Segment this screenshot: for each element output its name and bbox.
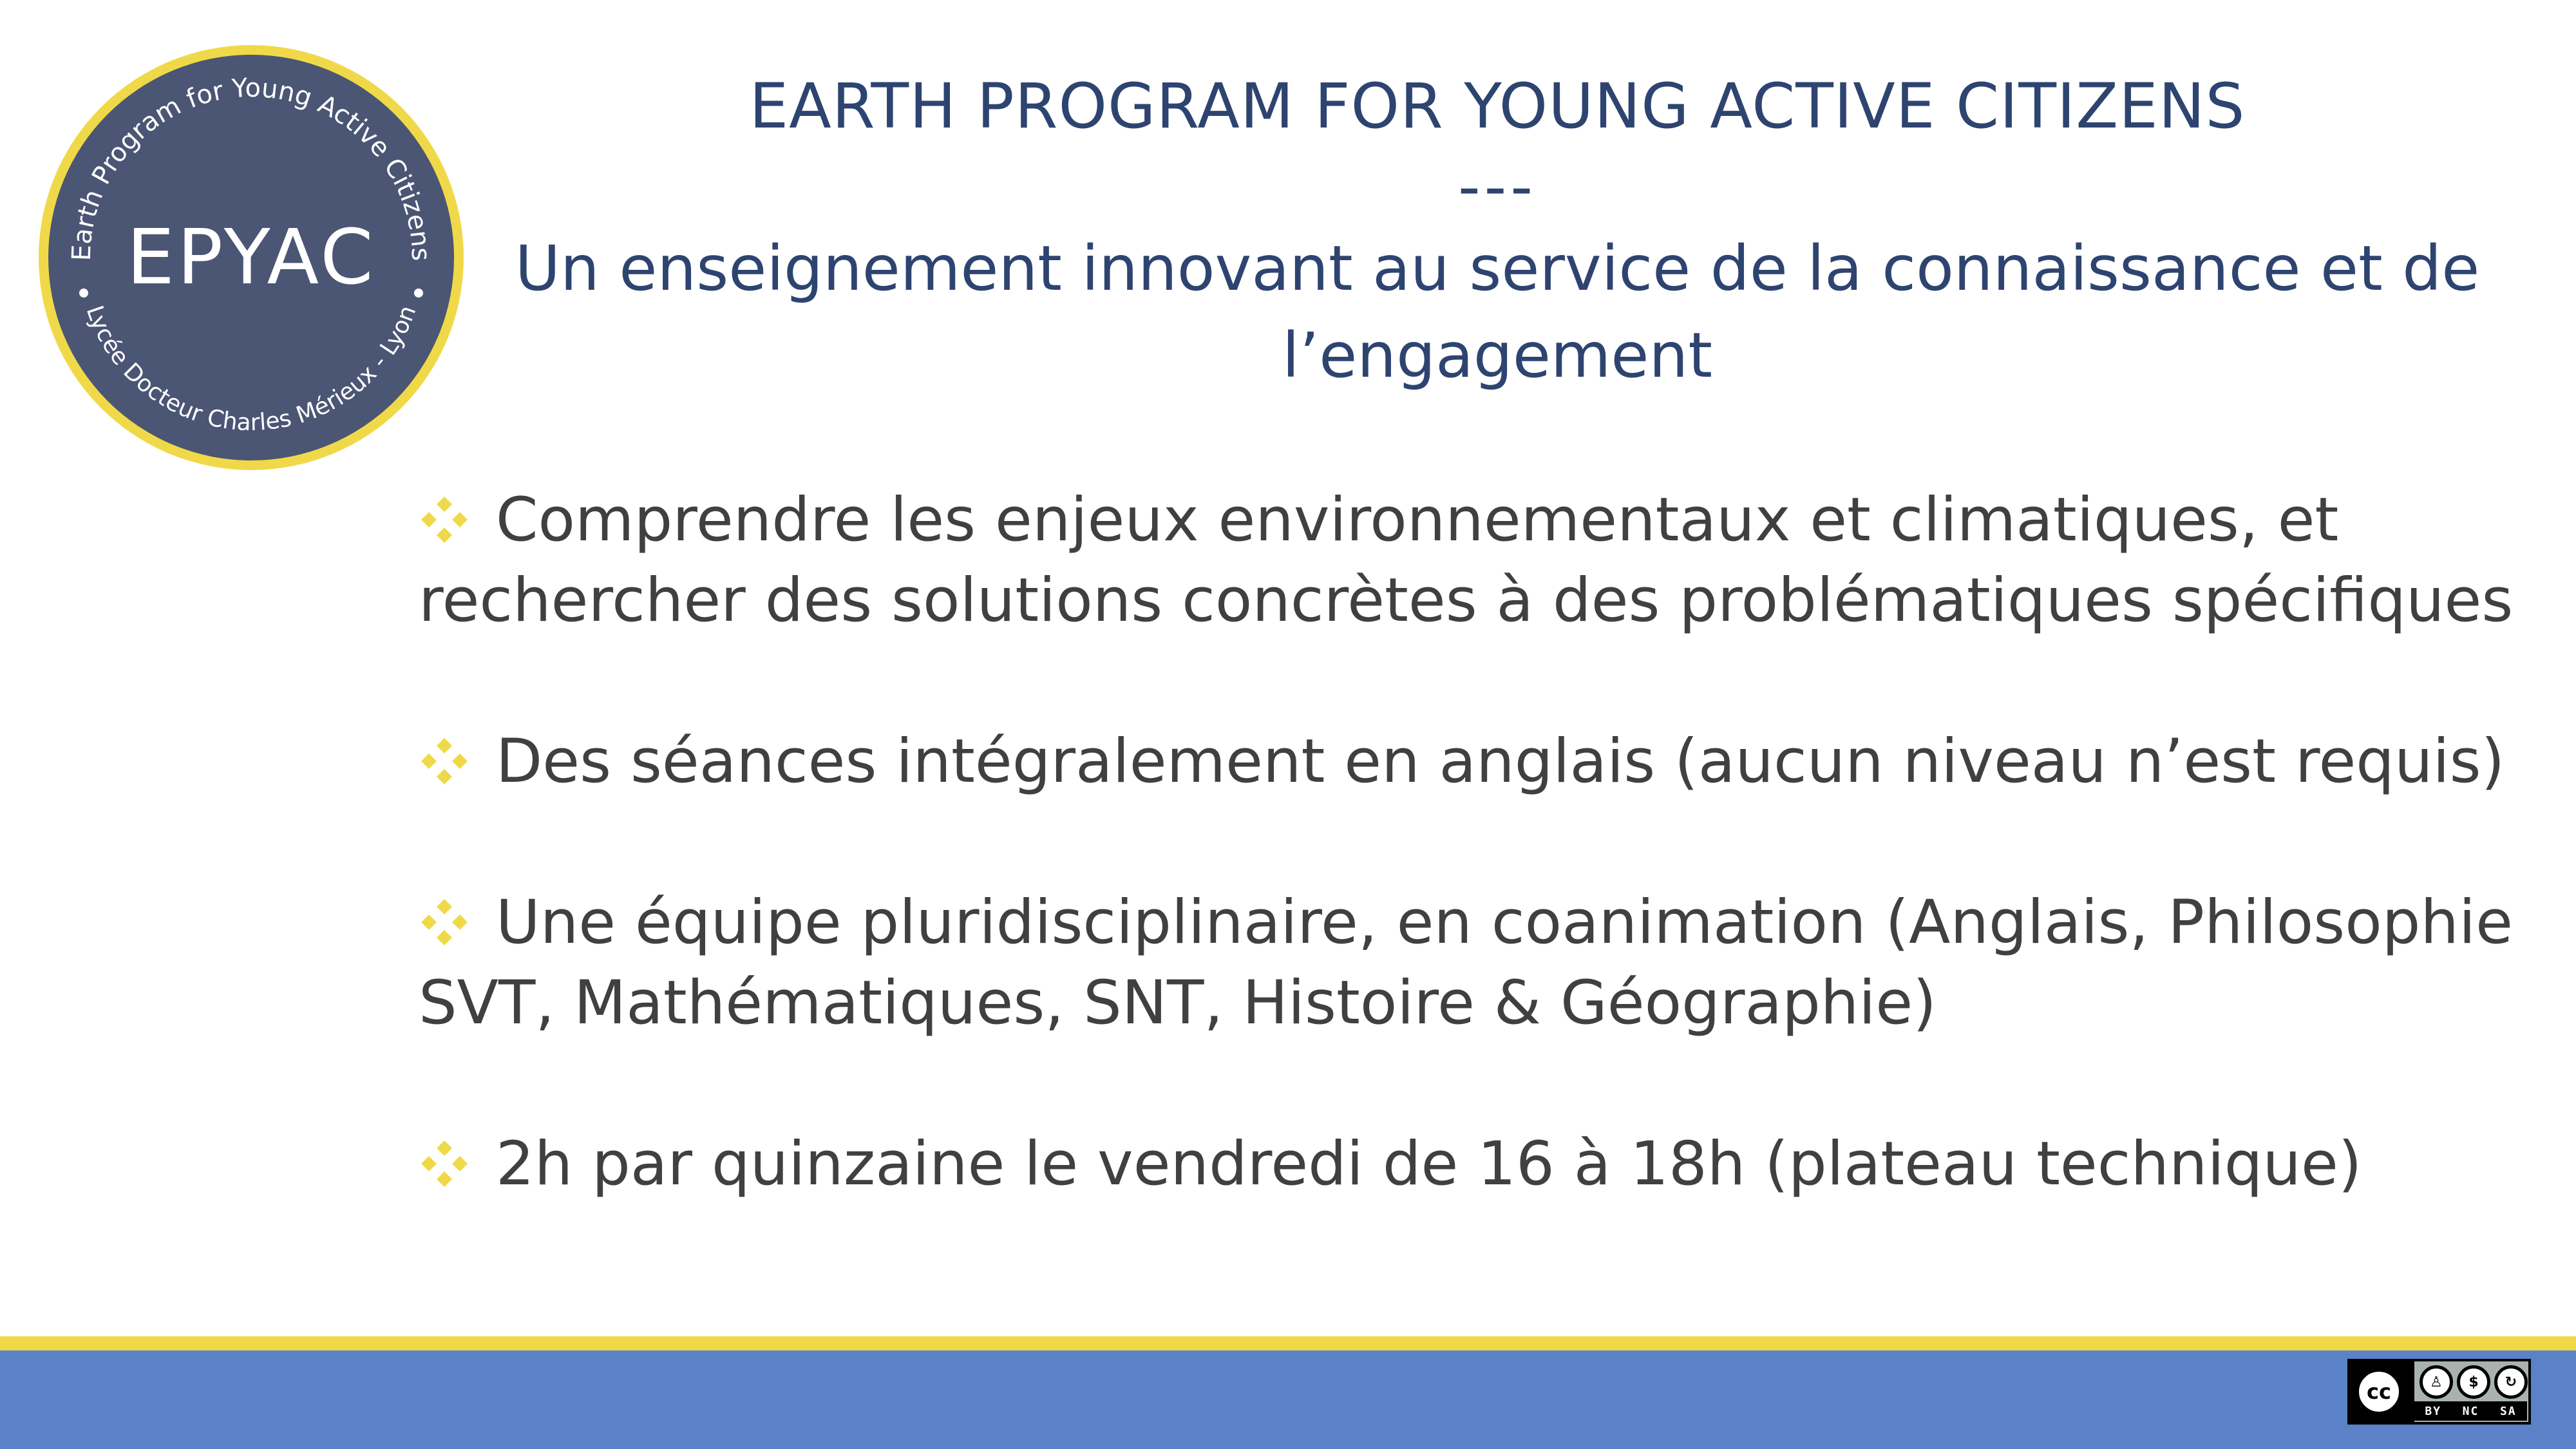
subtitle-line-1: Un enseignement innovant au service de la connaissance et de (515, 232, 2480, 305)
bullet-1-line-2: rechercher des solutions concrètes à des problématiques spécifiques (419, 565, 2514, 636)
epyac-logo (35, 42, 467, 473)
title-separator: --- (1458, 151, 1537, 223)
license-labels (2414, 1401, 2527, 1421)
footer-accent-line (0, 1336, 2576, 1350)
bullet-item-1 (399, 480, 2544, 641)
by-icon: ♙ (2420, 1365, 2453, 1399)
logo-dot-left (79, 289, 88, 298)
bullet-3-line-2: SVT, Mathématiques, SNT, Histoire & Géographie) (419, 968, 1937, 1038)
bullet-item-3 (399, 882, 2544, 1043)
subtitle-line-2: l’engagement (1282, 319, 1712, 392)
bullet-1-line-1: Comprendre les enjeux environnementaux et climatiques, et (495, 485, 2339, 555)
epyac-logo-svg (35, 42, 467, 473)
diamond-bullet-icon (419, 494, 470, 545)
license-icons (2420, 1365, 2528, 1399)
logo-dot-right (414, 289, 423, 298)
subtitle (489, 225, 2505, 399)
diamond-bullet-icon (419, 896, 470, 948)
logo-ring-bottom-text: Lycée Docteur Charles Mérieux - Lyon (80, 302, 422, 437)
bullet-3-line-1: Une équipe pluridisciplinaire, en coanimation (Anglais, Philosophie (495, 887, 2513, 958)
page-title: EARTH PROGRAM FOR YOUNG ACTIVE CITIZENS (749, 70, 2246, 142)
logo-abbreviation: EPYAC (126, 213, 376, 301)
license-label-nc: NC (2462, 1404, 2479, 1418)
cc-icon: cc (2355, 1368, 2403, 1416)
diamond-bullet-icon (419, 1138, 470, 1189)
footer-bar (0, 1350, 2576, 1449)
logo-ring-top-text: Earth Program for Young Active Citizens (66, 73, 436, 261)
slide-header (489, 61, 2505, 399)
license-label-by: BY (2425, 1404, 2441, 1418)
bullet-4-line-1: 2h par quinzaine le vendredi de 16 à 18h (plateau technique) (495, 1129, 2362, 1199)
sa-icon: ↻ (2494, 1365, 2528, 1399)
bullet-item-2 (399, 721, 2544, 802)
bullet-item-4 (399, 1124, 2544, 1204)
diamond-bullet-icon (419, 735, 470, 787)
license-label-sa: SA (2499, 1404, 2517, 1418)
cc-license-badge (2347, 1359, 2531, 1425)
nc-icon: $ (2457, 1365, 2490, 1399)
bullet-2-line-1: Des séances intégralement en anglais (aucun niveau n’est requis) (495, 726, 2505, 797)
bullet-list (399, 480, 2544, 1204)
